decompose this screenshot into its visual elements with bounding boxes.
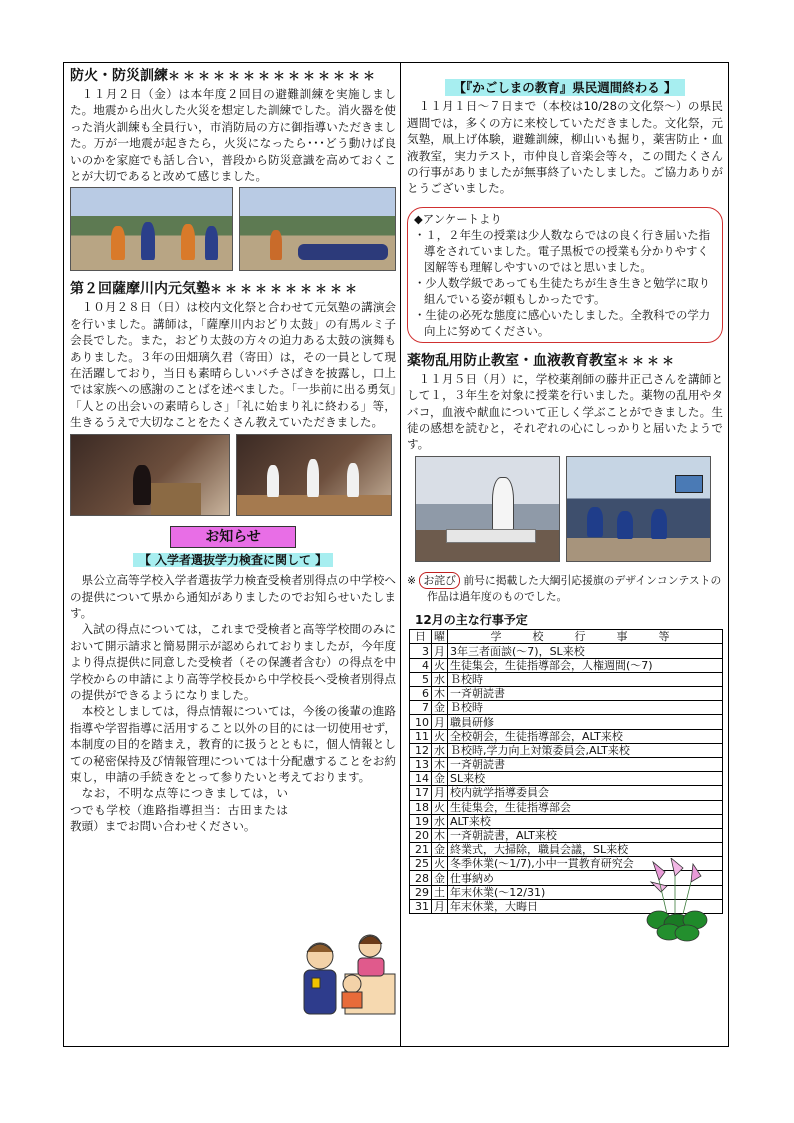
genki-photos (70, 434, 396, 516)
schedule-day: 20 (410, 828, 432, 842)
schedule-event: ALT来校 (448, 814, 723, 828)
week-body: １１月１日〜７日まで（本校は10/28の文化祭〜）の県民週間では，多くの方に来校していただきました。文化祭，元気塾，凧上げ体験，避難訓練，柳山いも掘り，薬害防止・血液教室，実力テスト，市仲良し音楽会等々，この間たくさんの行事がありましたが無事終了いたしました。ご協力ありがとうございました。 (407, 99, 723, 196)
schedule-day: 4 (410, 658, 432, 672)
schedule-row (410, 828, 723, 842)
drug-stars: ＊＊＊＊ (617, 353, 678, 368)
schedule-row (410, 687, 723, 701)
drill-photos (70, 187, 396, 271)
schedule-event: 一斉朝読書 (448, 757, 723, 771)
schedule-event: 冬季休業(〜1/7),小中一貫教育研究会 (448, 857, 723, 871)
schedule-weekday: 木 (432, 828, 448, 842)
header-day: 日 (410, 630, 432, 644)
schedule-day: 12 (410, 743, 432, 757)
column-divider (400, 62, 401, 1047)
schedule-weekday: 火 (432, 800, 448, 814)
schedule-event: 仕事納め (448, 871, 723, 885)
schedule-day: 25 (410, 857, 432, 871)
schedule-header-row (410, 630, 723, 644)
schedule-weekday: 月 (432, 715, 448, 729)
schedule-event: Ｂ校時 (448, 672, 723, 686)
schedule-weekday: 木 (432, 757, 448, 771)
drill-title: 防火・防災訓練 (70, 68, 168, 84)
drug-photo-classroom (566, 456, 711, 562)
schedule-weekday: 水 (432, 814, 448, 828)
notice-subheading: 【 入学者選抜学力検査に関して 】 (133, 553, 333, 567)
schedule-day: 3 (410, 644, 432, 658)
correction-note (407, 572, 723, 604)
schedule-weekday: 水 (432, 672, 448, 686)
schedule-day: 7 (410, 701, 432, 715)
schedule-day: 10 (410, 715, 432, 729)
schedule-day: 11 (410, 729, 432, 743)
notice-paragraph-2: 入試の得点については，これまで受検者と高等学校間のみにおいて開示請求と簡易開示が認められておりましたが，今年度より得点提供に同意した受検者（その保護者含む）の得点を中学校からの申請により高等学校長から中学校長へ受検者別得点の提供ができるようになりました。 (70, 622, 396, 702)
cyclamen-illustration (641, 858, 711, 943)
students-illustration (290, 926, 396, 1026)
schedule-day: 13 (410, 757, 432, 771)
notice-paragraph-1: 県公立高等学校入学者選抜学力検査受検者別得点の中学校への提供について県から通知がありましたのでお知らせいたします。 (70, 573, 396, 620)
schedule-day: 28 (410, 871, 432, 885)
survey-item: ・生徒の必死な態度に感心いたしました。全教科での学力向上に努めてください。 (414, 307, 711, 338)
schedule-event: 職員研修 (448, 715, 723, 729)
schedule-event: 年末休業，大晦日 (448, 899, 723, 913)
week-title: 【『かごしまの教育』県民週間終わる 】 (445, 79, 684, 96)
genki-photo-speaker (70, 434, 230, 516)
schedule-event: 全校朝会，生徒指導部会，ALT来校 (448, 729, 723, 743)
genki-photo-taiko (236, 434, 392, 516)
schedule-weekday: 月 (432, 786, 448, 800)
drill-heading (70, 66, 396, 86)
notice-paragraph-4: なお，不明な点等につきましては，いつでも学校（進路指導担当：古田または教頭）までお問い合わせください。 (70, 786, 288, 834)
schedule-event: Ｂ校時,学力向上対策委員会,ALT来校 (448, 743, 723, 757)
schedule-event: Ｂ校時 (448, 701, 723, 715)
schedule-weekday: 火 (432, 857, 448, 871)
schedule-row (410, 701, 723, 715)
schedule-event: 終業式，大掃除，職員会議，SL来校 (448, 843, 723, 857)
header-weekday: 曜 (432, 630, 448, 644)
schedule-row (410, 786, 723, 800)
genki-body: １０月２８日（日）は校内文化祭と合わせて元気塾の講演会を行いました。講師は，「薩摩川内おどり太鼓」の有馬ルミ子会長でした。また，おどり太鼓の方々の迫力ある太鼓の演舞もありました。３年の田畑璃久君（寄田）は，その一員として現在活躍しており，当日も素晴らしいバチさばきを披露し，口上では家族への感謝のことばを述べました。「一歩前に出る勇気」「人との出会いの素晴らしさ」「礼に始まり礼に終わる」等，生きるうえで大切なことをたくさん教えていただきました。 (70, 300, 396, 430)
schedule-row (410, 658, 723, 672)
schedule-day: 18 (410, 800, 432, 814)
schedule-row (410, 772, 723, 786)
header-events: 学 校 行 事 等 (448, 630, 723, 644)
schedule-weekday: 木 (432, 687, 448, 701)
schedule-title: 12月の主な行事予定 (415, 612, 528, 627)
survey-item: ・少人数学級であっても生徒たちが生き生きと勉学に取り組んでいる姿が頼もしかったです。 (414, 275, 711, 306)
schedule-weekday: 金 (432, 772, 448, 786)
schedule-weekday: 月 (432, 644, 448, 658)
schedule-row (410, 843, 723, 857)
notice-heading: お知らせ (170, 526, 296, 548)
apology-badge: お詫び (419, 572, 459, 589)
schedule-weekday: 月 (432, 899, 448, 913)
survey-item: ・１，２年生の授業は少人数ならではの良く行き届いた指導をされていました。電子黒板での授業も分かりやすく図解等も理解しやすいのではと思いました。 (414, 227, 711, 274)
schedule-row (410, 757, 723, 771)
schedule-day: 6 (410, 687, 432, 701)
drill-body: １１月２日（金）は本年度２回目の避難訓練を実施しました。地震から出火した火災を想定した訓練でした。消火器を使った消火訓練も全員行い，市消防局の方に御指導いただきました。万が一地震が起きたら，火災になったら･･･どう動けば良いのかを家庭でも話し合い，普段から防災意識を高めておくことが大切であると改めて感じました。 (70, 87, 396, 184)
schedule-weekday: 火 (432, 729, 448, 743)
drug-photos (415, 456, 723, 562)
schedule-row (410, 644, 723, 658)
schedule-row (410, 814, 723, 828)
drug-body: １１月５日（月）に，学校薬剤師の藤井正己さんを講師として１，３年生を対象に授業を行いました。薬物の乱用やタバコ，血液や献血について正しく学ぶことができました。生徒の感想を読むと，それぞれの心にしっかりと届いたようです。 (407, 371, 723, 452)
survey-title: ◆アンケートより (414, 211, 502, 226)
genki-stars: ＊＊＊＊＊＊＊＊＊＊ (210, 282, 361, 297)
drug-title: 薬物乱用防止教室・血液教育教室 (407, 352, 617, 369)
schedule-weekday: 水 (432, 743, 448, 757)
schedule-event: 生徒集会，生徒指導部会，人権週間(〜7) (448, 658, 723, 672)
note-mark: ※ (407, 573, 417, 587)
schedule-row (410, 672, 723, 686)
schedule-event: 一斉朝読書，ALT来校 (448, 828, 723, 842)
genki-heading (70, 279, 396, 299)
schedule-day: 14 (410, 772, 432, 786)
schedule-event: SL来校 (448, 772, 723, 786)
schedule-event: 一斉朝読書 (448, 687, 723, 701)
drug-photo-lecturer (415, 456, 560, 562)
note-text: 前号に掲載した大綱引応援旗のデザインコンテストの作品は過年度のものでした。 (427, 573, 722, 603)
schedule-day: 17 (410, 786, 432, 800)
schedule-row (410, 743, 723, 757)
schedule-weekday: 火 (432, 658, 448, 672)
schedule-event: 年末休業(〜12/31) (448, 885, 723, 899)
drug-heading (407, 351, 723, 371)
schedule-day: 5 (410, 672, 432, 686)
schedule-row (410, 800, 723, 814)
schedule-day: 31 (410, 899, 432, 913)
schedule-row (410, 715, 723, 729)
right-column (407, 66, 723, 914)
schedule-weekday: 金 (432, 701, 448, 715)
schedule-day: 19 (410, 814, 432, 828)
drill-photo-extinguisher (70, 187, 233, 271)
schedule-row (410, 729, 723, 743)
drill-photo-assembly (239, 187, 396, 271)
schedule-weekday: 金 (432, 871, 448, 885)
schedule-day: 29 (410, 885, 432, 899)
notice-paragraph-3: 本校としましては，得点情報については，今後の後輩の進路指導や学習指導に活用すること以外の目的には一切使用せず，本制度の目的を踏まえ，教育的に扱うとともに，個人情報としての秘密保持及び情報管理については十分配慮することをお約束し，申請の手続きをとって参りたいと考えております。 (70, 704, 396, 784)
drill-stars: ＊＊＊＊＊＊＊＊＊＊＊＊＊＊ (168, 69, 379, 83)
left-column (70, 66, 396, 835)
schedule-weekday: 金 (432, 843, 448, 857)
schedule-day: 21 (410, 843, 432, 857)
schedule-event: 3年三者面談(〜7)，SL来校 (448, 644, 723, 658)
schedule-event: 生徒集会，生徒指導部会 (448, 800, 723, 814)
survey-box (407, 207, 723, 343)
genki-title: 第２回薩摩川内元気塾 (70, 281, 210, 298)
schedule-weekday: 土 (432, 885, 448, 899)
schedule-event: 校内就学指導委員会 (448, 786, 723, 800)
